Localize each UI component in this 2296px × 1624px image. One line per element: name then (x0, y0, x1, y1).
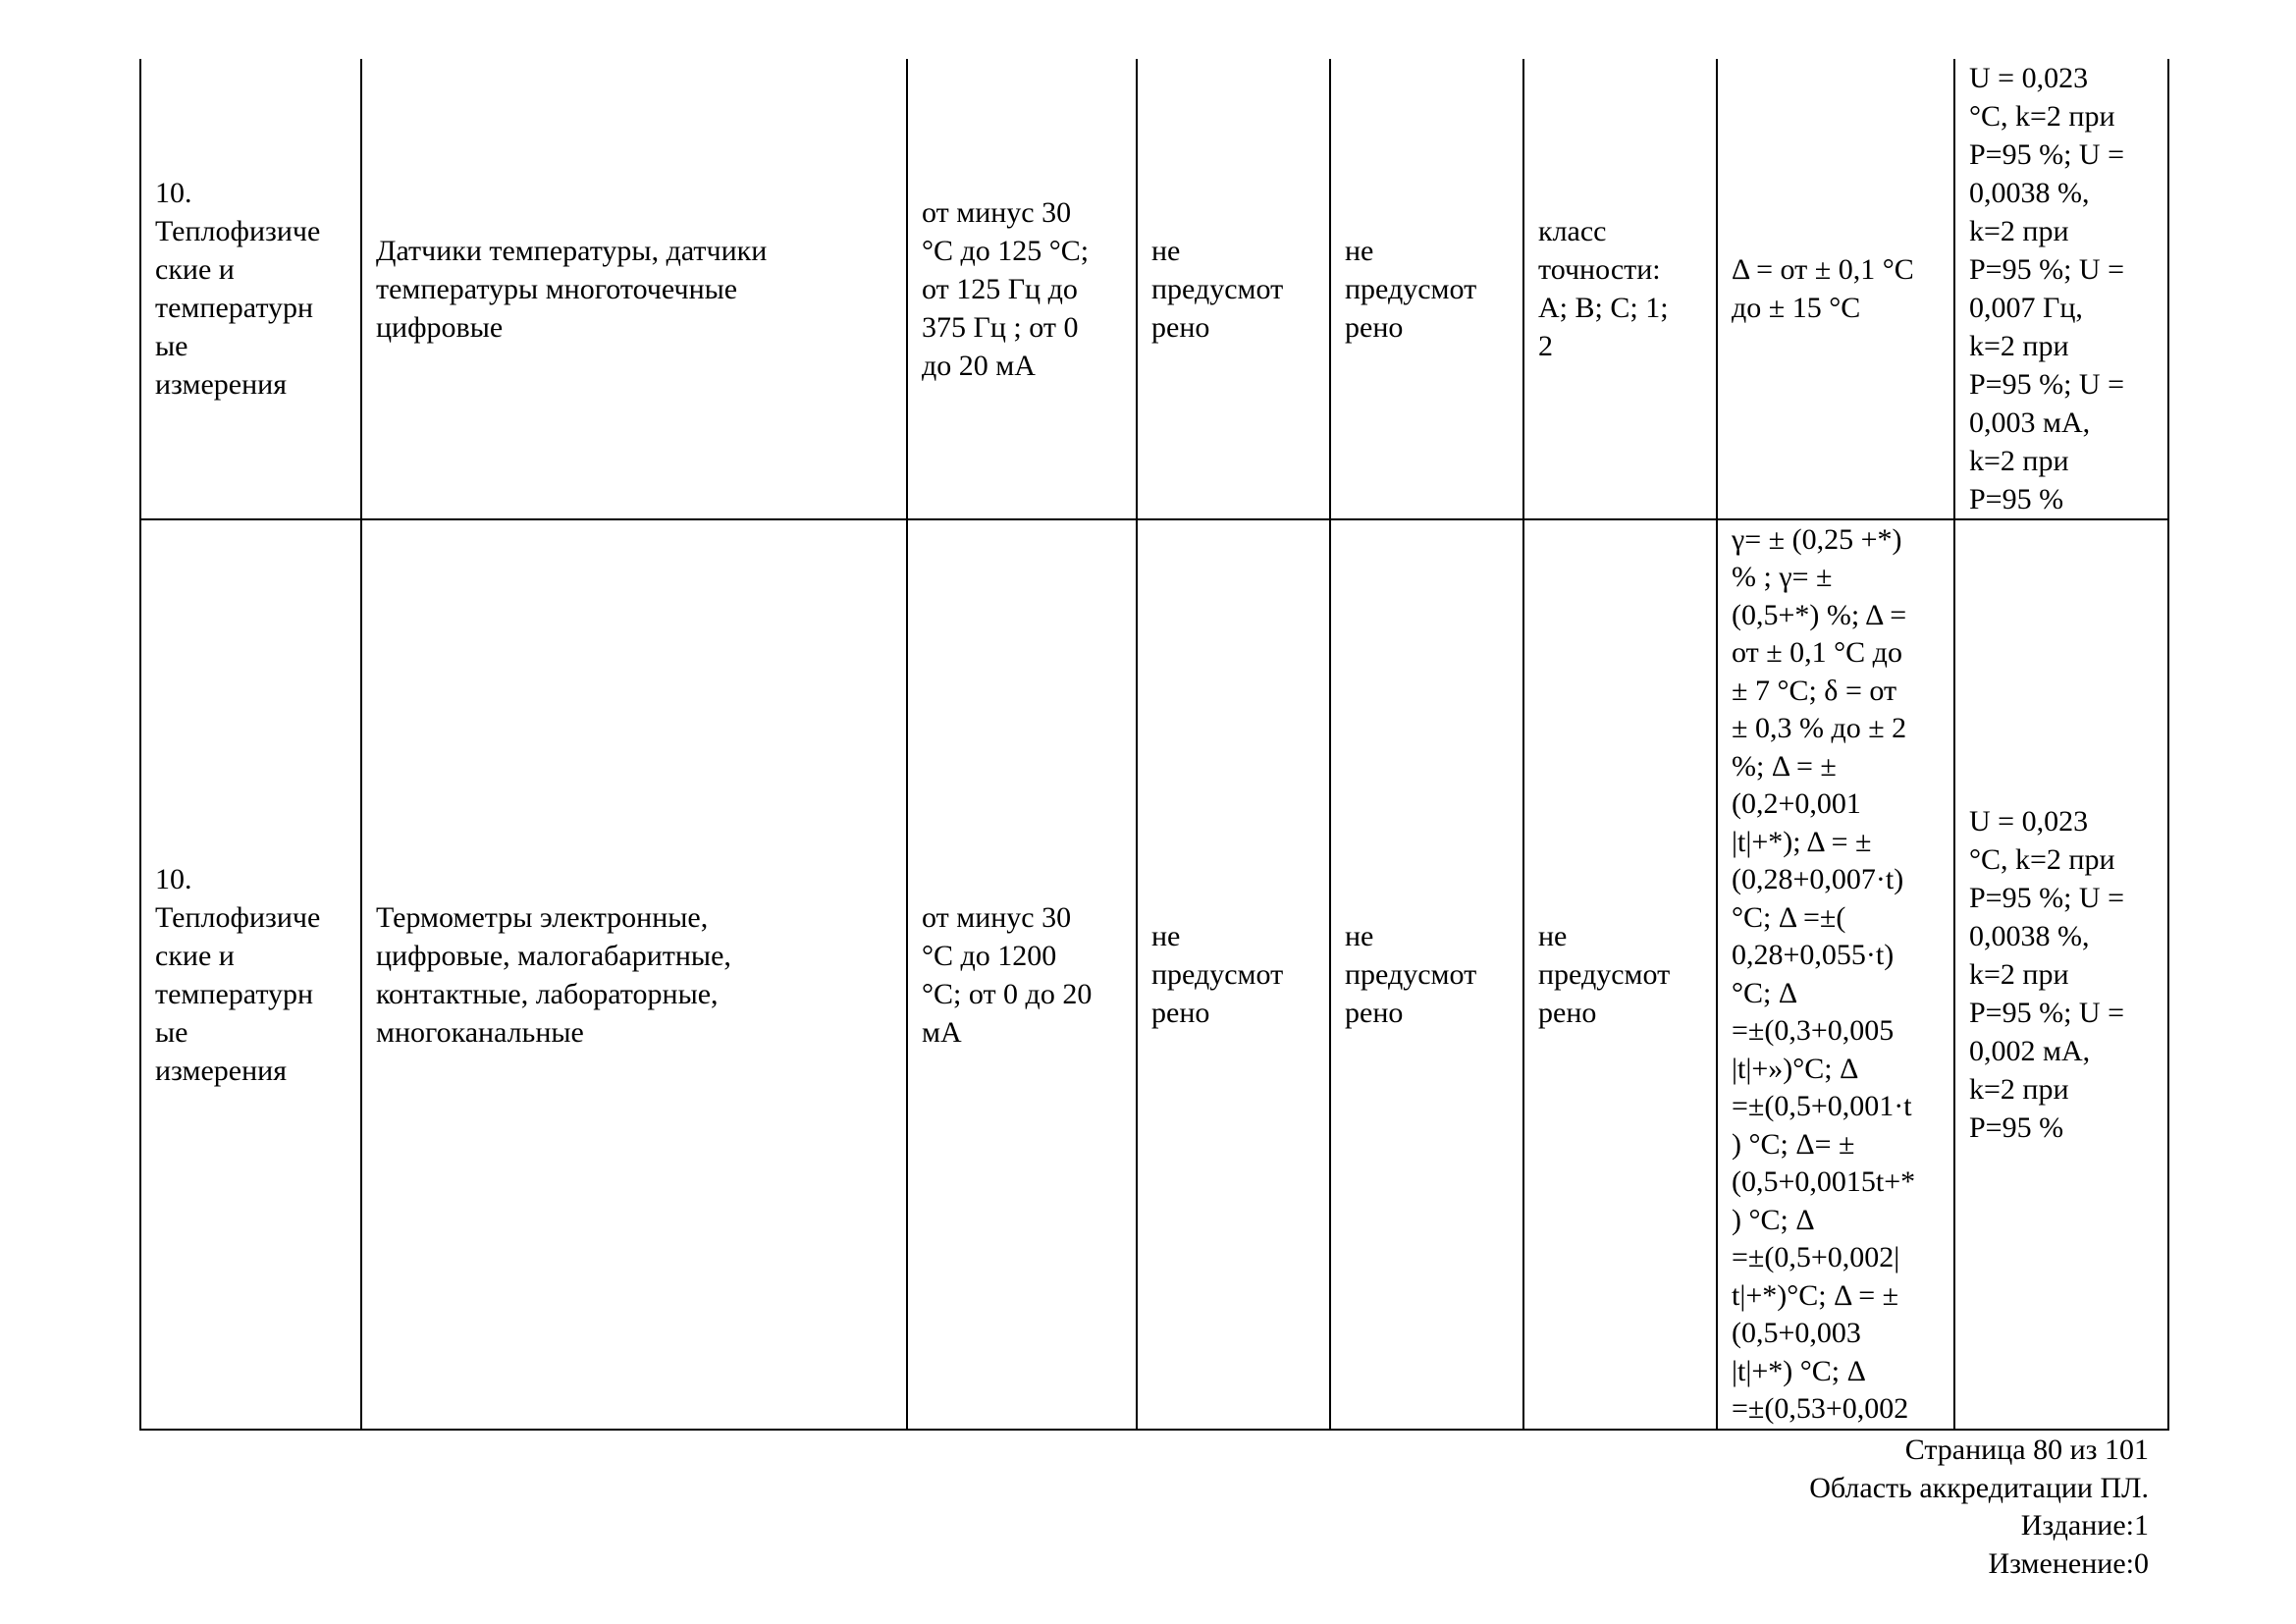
edition-label: Издание:1 (2020, 1509, 2149, 1542)
not-provided-cell: не предусмот рено (1330, 59, 1523, 519)
section-cell: 10. Теплофизиче ские и температурн ые измерения (140, 59, 361, 519)
not-provided-cell: не предусмот рено (1523, 519, 1717, 1430)
not-provided-cell: не предусмот рено (1330, 519, 1523, 1430)
table-row (140, 519, 2168, 1430)
page-number: Страница 80 из 101 (1904, 1434, 2149, 1466)
accreditation-table (139, 59, 2169, 1431)
instrument-name-cell: Датчики температуры, датчики температуры многоточечные цифровые (361, 59, 907, 519)
revision-label: Изменение:0 (1988, 1546, 2149, 1580)
uncertainty-cell: U = 0,023 °С, k=2 при Р=95 %; U = 0,0038 %, k=2 при Р=95 %; U = 0,002 мА, k=2 при Р=95 % (1954, 519, 2168, 1430)
measurement-range-cell: от минус 30 °С до 1200 °С; от 0 до 20 мА (907, 519, 1137, 1430)
measurement-range-cell: от минус 30 °С до 125 °С; от 125 Гц до 375 Гц ; от 0 до 20 мА (907, 59, 1137, 519)
accreditation-scope-label: Область аккредитации ПЛ. (1809, 1471, 2149, 1504)
section-cell: 10. Теплофизиче ские и температурн ые измерения (140, 519, 361, 1430)
not-provided-cell: не предусмот рено (1137, 519, 1330, 1430)
uncertainty-cell: U = 0,023 °С, k=2 при Р=95 %; U = 0,0038 %, k=2 при Р=95 %; U = 0,007 Гц, k=2 при Р=95 %; U = 0,003 мА, k=2 при Р=95 % (1954, 59, 2168, 519)
page-footer (1809, 1432, 2149, 1583)
accuracy-class-cell: класс точности: А; В; С; 1; 2 (1523, 59, 1717, 519)
table-row (140, 59, 2168, 519)
error-limits-cell: γ= ± (0,25 +*) % ; γ= ± (0,5+*) %; Δ = от ± 0,1 °С до ± 7 °С; δ = от ± 0,3 % до ± 2 %; Δ = ± (0,2+0,001 |t|+*); Δ = ± (0,28+0,007·t) °С; Δ =±( 0,28+0,055·t) °С; Δ =±(0,3+0,005 |t|+»)°С; Δ =±(0,5+0,001·t ) °С; Δ= ± (0,5+0,0015t+* ) °С; Δ =±(0,5+0,002| t|+*)°С; Δ = ± (0,5+0,003 |t|+*) °С; Δ =±(0,53+0,002 (1717, 519, 1954, 1430)
not-provided-cell: не предусмот рено (1137, 59, 1330, 519)
instrument-name-cell: Термометры электронные, цифровые, малогабаритные, контактные, лабораторные, многоканальные (361, 519, 907, 1430)
error-limits-cell: Δ = от ± 0,1 °С до ± 15 °С (1717, 59, 1954, 519)
